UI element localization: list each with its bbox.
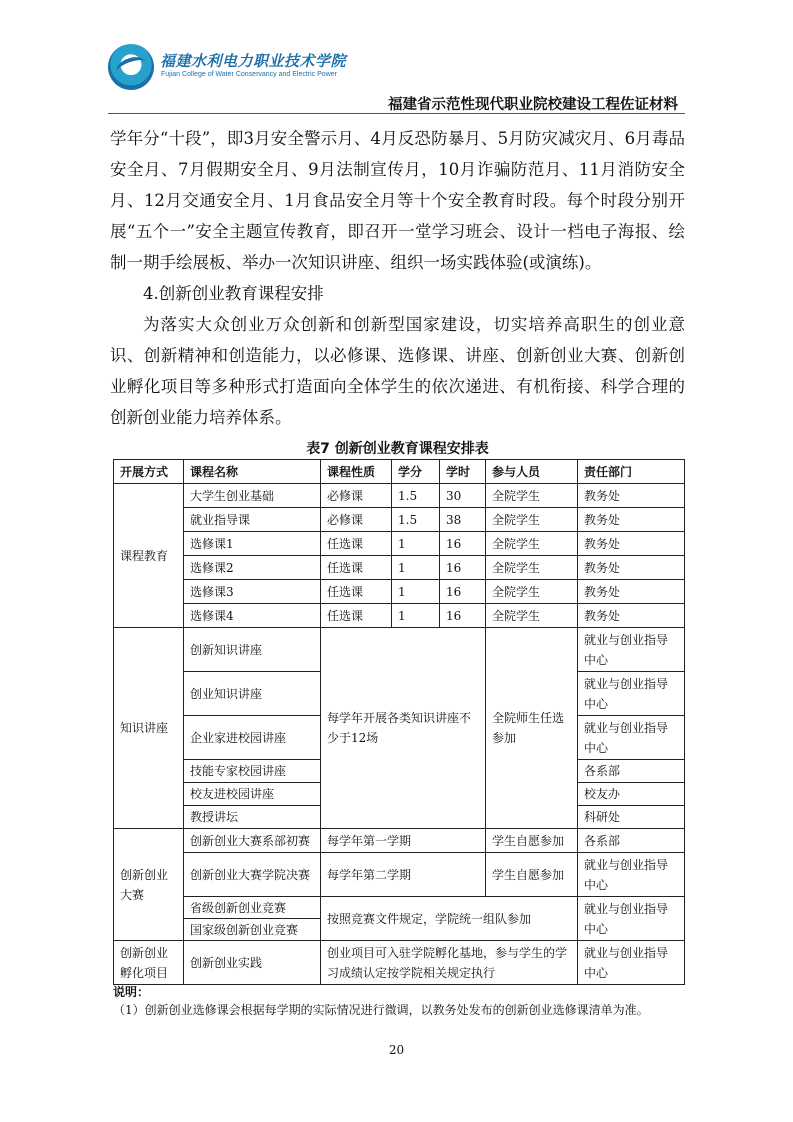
cell: 选修课2 <box>184 556 321 580</box>
cell: 学生自愿参加 <box>486 853 578 897</box>
paragraph-innovation: 为落实大众创业万众创新和创新型国家建设，切实培养高职生的创业意识、创新精神和创造能力，以必修课、选修课、讲座、创新创业大赛、创新创业孵化项目等多种形式打造面向全体学生的依次递进、有机衔接、科学合理的创新创业能力培养体系。 <box>110 315 685 427</box>
competition-note-cell: 按照竞赛文件规定，学院统一组队参加 <box>321 897 578 941</box>
cell: 教务处 <box>578 532 685 556</box>
table-row <box>114 941 685 985</box>
cell: 每学年第二学期 <box>321 853 486 897</box>
cell: 教务处 <box>578 556 685 580</box>
cell: 1.5 <box>392 508 440 532</box>
table-row <box>114 532 685 556</box>
cell: 选修课1 <box>184 532 321 556</box>
cell: 创新创业实践 <box>184 941 321 985</box>
body-text <box>110 123 685 433</box>
cell: 创新知识讲座 <box>184 628 321 672</box>
table-row <box>114 556 685 580</box>
notes-label: 说明： <box>113 985 150 999</box>
cell: 必修课 <box>321 508 392 532</box>
logo-chinese-name: 福建水利电力职业技术学院 <box>160 52 347 70</box>
cell: 就业与创业指导中心 <box>578 672 685 716</box>
cell: 企业家进校园讲座 <box>184 716 321 760</box>
cell: 省级创新创业竞赛 <box>184 897 321 919</box>
cell: 就业与创业指导中心 <box>578 897 685 941</box>
cell: 科研处 <box>578 806 685 829</box>
cell: 1 <box>392 556 440 580</box>
cell: 就业与创业指导中心 <box>578 628 685 672</box>
cell: 任选课 <box>321 604 392 628</box>
cell: 任选课 <box>321 556 392 580</box>
cell: 每学年第一学期 <box>321 829 486 853</box>
cell: 教务处 <box>578 604 685 628</box>
cell: 全院学生 <box>486 484 578 508</box>
cell: 教授讲坛 <box>184 806 321 829</box>
page-header-title: 福建省示范性现代职业院校建设工程佐证材料 <box>388 97 678 113</box>
header-cell: 参与人员 <box>486 460 578 484</box>
header-cell: 学时 <box>440 460 486 484</box>
cell: 教务处 <box>578 484 685 508</box>
cell: 创新创业大赛系部初赛 <box>184 829 321 853</box>
paragraph-safety-periods: 学年分“十段”，即3月安全警示月、4月反恐防暴月、5月防灾减灾月、6月毒品安全月、7月假期安全月、9月法制宣传月，10月诈骗防范月、11月消防安全月、12月交通安全月、1月食品安全月等十个安全教育时段。每个时段分别开展“五个一”安全主题宣传教育，即召开一堂学习班会、设计一档电子海报、绘制一期手绘展板、举办一次知识讲座、组织一场实践体验(或演练)。 <box>110 129 685 272</box>
table-row <box>114 580 685 604</box>
table-row <box>114 829 685 853</box>
cell: 就业与创业指导中心 <box>578 941 685 985</box>
course-schedule-table <box>113 459 685 985</box>
cell: 必修课 <box>321 484 392 508</box>
lecture-schedule-cell: 每学年开展各类知识讲座不少于12场 <box>321 628 486 829</box>
header-divider <box>108 113 685 114</box>
cell: 就业与创业指导中心 <box>578 853 685 897</box>
cell: 38 <box>440 508 486 532</box>
cell: 1 <box>392 580 440 604</box>
table-row <box>114 508 685 532</box>
cell: 全院学生 <box>486 580 578 604</box>
cell: 教务处 <box>578 508 685 532</box>
group-cell-course: 课程教育 <box>114 484 184 628</box>
cell: 学生自愿参加 <box>486 829 578 853</box>
section-heading: 4.创新创业教育课程安排 <box>143 284 324 303</box>
cell: 任选课 <box>321 580 392 604</box>
table-row <box>114 853 685 897</box>
table-row <box>114 897 685 919</box>
cell: 1.5 <box>392 484 440 508</box>
cell: 选修课3 <box>184 580 321 604</box>
college-logo <box>108 44 347 94</box>
header-cell: 开展方式 <box>114 460 184 484</box>
group-cell-contest: 创新创业大赛 <box>114 829 184 941</box>
cell: 全院学生 <box>486 556 578 580</box>
cell: 30 <box>440 484 486 508</box>
incubation-note-cell: 创业项目可入驻学院孵化基地，参与学生的学习成绩认定按学院相关规定执行 <box>321 941 578 985</box>
cell: 各系部 <box>578 760 685 783</box>
table-row <box>114 484 685 508</box>
header-cell: 学分 <box>392 460 440 484</box>
cell: 任选课 <box>321 532 392 556</box>
group-cell-incubation: 创新创业孵化项目 <box>114 941 184 985</box>
cell: 就业与创业指导中心 <box>578 716 685 760</box>
cell: 16 <box>440 580 486 604</box>
cell: 创业知识讲座 <box>184 672 321 716</box>
notes-item-1: （1）创新创业选修课会根据每学期的实际情况进行微调，以教务处发布的创新创业选修课清单为准。 <box>113 1003 649 1017</box>
cell: 校友办 <box>578 783 685 806</box>
cell: 16 <box>440 556 486 580</box>
cell: 16 <box>440 604 486 628</box>
cell: 创新创业大赛学院决赛 <box>184 853 321 897</box>
cell: 1 <box>392 532 440 556</box>
cell: 技能专家校园讲座 <box>184 760 321 783</box>
cell: 大学生创业基础 <box>184 484 321 508</box>
lecture-participants-cell: 全院师生任选参加 <box>486 628 578 829</box>
table-caption: 表7 创新创业教育课程安排表 <box>306 441 489 457</box>
cell: 校友进校园讲座 <box>184 783 321 806</box>
cell: 选修课4 <box>184 604 321 628</box>
table-row <box>114 628 685 672</box>
cell: 全院学生 <box>486 532 578 556</box>
cell: 16 <box>440 532 486 556</box>
header-cell: 责任部门 <box>578 460 685 484</box>
cell: 全院学生 <box>486 508 578 532</box>
table-row <box>114 604 685 628</box>
cell: 就业指导课 <box>184 508 321 532</box>
table-header-row <box>114 460 685 484</box>
logo-english-name: Fujian College of Water Conservancy and Electric Power <box>161 71 337 78</box>
header-cell: 课程名称 <box>184 460 321 484</box>
cell: 各系部 <box>578 829 685 853</box>
cell: 国家级创新创业竞赛 <box>184 919 321 941</box>
cell: 1 <box>392 604 440 628</box>
cell: 教务处 <box>578 580 685 604</box>
page-number: 20 <box>388 1043 405 1057</box>
group-cell-lecture: 知识讲座 <box>114 628 184 829</box>
cell: 全院学生 <box>486 604 578 628</box>
header-cell: 课程性质 <box>321 460 392 484</box>
